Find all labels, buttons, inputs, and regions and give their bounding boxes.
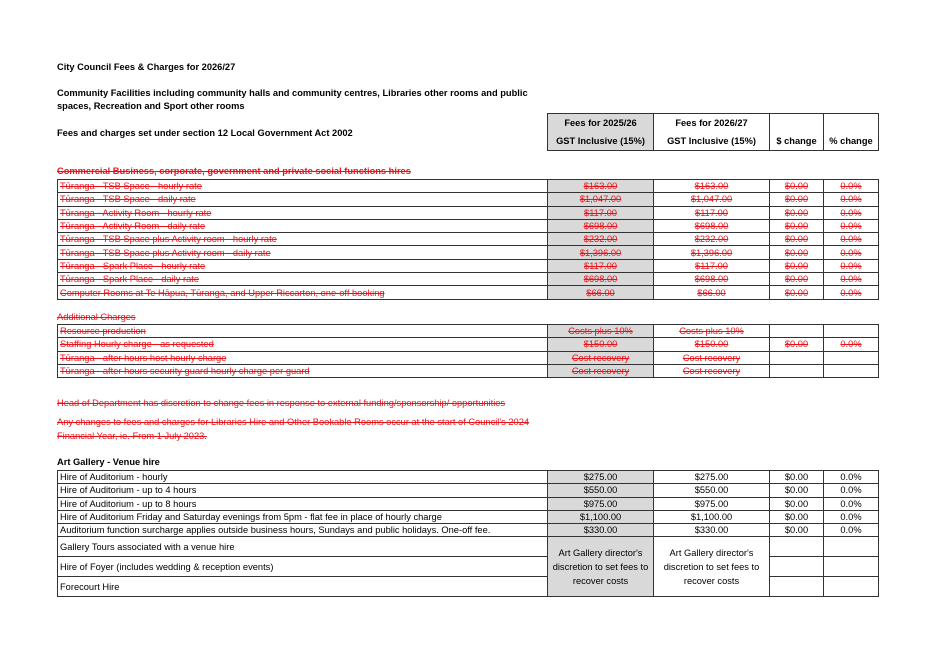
dollar-change-cell: $0.00 [770, 338, 824, 351]
table-row [58, 273, 879, 286]
pct-change-cell: 0.0% [824, 233, 879, 246]
dollar-change-cell: $0.00 [770, 524, 824, 537]
table-row [58, 510, 879, 523]
table-row [58, 325, 879, 338]
dollar-change-cell: $0.00 [770, 471, 824, 484]
pct-change-cell [824, 364, 879, 377]
header-fees-curr: Fees for 2026/27 [654, 114, 770, 133]
description-cell: Tūranga - after hours host hourly charge [58, 351, 548, 364]
note-changes-line-2: Financial Year, ie. From 1 July 2023. [57, 431, 207, 441]
dollar-change-cell [770, 537, 824, 557]
header-gst-curr: GST Inclusive (15%) [654, 132, 770, 151]
dollar-change-cell: $0.00 [770, 273, 824, 286]
fee-2026-27-cell: $1,396.00 [654, 246, 770, 259]
table-row [58, 351, 879, 364]
description-cell: Hire of Auditorium Friday and Saturday evenings from 5pm - flat fee in place of hourly charge [58, 510, 548, 523]
fee-2026-27-cell: $66.00 [654, 286, 770, 299]
fee-2026-27-cell: Costs plus 10% [654, 325, 770, 338]
fees-header [547, 113, 879, 151]
fee-2026-27-cell: $117.00 [654, 259, 770, 272]
fee-2025-26-cell: $117.00 [548, 206, 654, 219]
description-cell: Hire of Auditorium - up to 8 hours [58, 497, 548, 510]
pct-change-cell: 0.0% [824, 259, 879, 272]
pct-change-cell: 0.0% [824, 206, 879, 219]
pct-change-cell: 0.0% [824, 497, 879, 510]
fee-2025-26-cell: $698.00 [548, 273, 654, 286]
fee-2025-26-cell: $1,047.00 [548, 193, 654, 206]
pct-change-cell: 0.0% [824, 338, 879, 351]
fee-2026-27-cell: Cost recovery [654, 351, 770, 364]
header-fees-prev: Fees for 2025/26 [548, 114, 654, 133]
pct-change-cell: 0.0% [824, 524, 879, 537]
pct-change-cell: 0.0% [824, 286, 879, 299]
fee-2026-27-discretion-cell: Art Gallery director's discretion to set fees to recover costs [654, 537, 770, 597]
fee-2025-26-cell: $550.00 [548, 484, 654, 497]
dollar-change-cell: $0.00 [770, 497, 824, 510]
fee-2026-27-cell: $275.00 [654, 471, 770, 484]
fee-2025-26-cell: $275.00 [548, 471, 654, 484]
table-row [58, 233, 879, 246]
commercial-section-title: Commercial Business, corporate, government and private social functions hires [57, 166, 411, 176]
table-row [58, 471, 879, 484]
fee-2026-27-cell: $1,047.00 [654, 193, 770, 206]
fee-2026-27-cell: $1,100.00 [654, 510, 770, 523]
pct-change-cell: 0.0% [824, 219, 879, 232]
dollar-change-cell [770, 325, 824, 338]
description-cell: Hire of Auditorium - up to 4 hours [58, 484, 548, 497]
dollar-change-cell: $0.00 [770, 206, 824, 219]
description-cell: Tūranga - Activity Room - hourly rate [58, 206, 548, 219]
dollar-change-cell [770, 577, 824, 597]
description-cell: Tūranga - TSB Space plus Activity room - hourly rate [58, 233, 548, 246]
fee-2025-26-cell: $150.00 [548, 338, 654, 351]
table-row [58, 524, 879, 537]
table-row [58, 537, 879, 557]
art-gallery-title: Art Gallery - Venue hire [57, 457, 160, 467]
pct-change-cell: 0.0% [824, 246, 879, 259]
dollar-change-cell [770, 364, 824, 377]
pct-change-cell: 0.0% [824, 510, 879, 523]
dollar-change-cell: $0.00 [770, 233, 824, 246]
description-cell: Hire of Foyer (includes wedding & reception events) [58, 557, 548, 577]
note-changes-line-1: Any changes to fees and charges for Libraries Hire and Other Bookable Rooms occur at the start of Council's 2024 [57, 417, 530, 427]
art-gallery-fees-table [57, 470, 879, 597]
header-pct-change: % change [824, 132, 879, 151]
fee-2026-27-cell: $232.00 [654, 233, 770, 246]
fee-2026-27-cell: $330.00 [654, 524, 770, 537]
fee-2026-27-cell: $117.00 [654, 206, 770, 219]
description-cell: Tūranga - TSB Space plus Activity room - daily rate [58, 246, 548, 259]
dollar-change-cell: $0.00 [770, 484, 824, 497]
fee-2026-27-cell: $550.00 [654, 484, 770, 497]
fee-2025-26-discretion-cell: Art Gallery director's discretion to set fees to recover costs [548, 537, 654, 597]
fee-2025-26-cell: $117.00 [548, 259, 654, 272]
fee-2025-26-cell: $66.00 [548, 286, 654, 299]
description-cell: Auditorium function surcharge applies outside business hours, Sundays and public holidays. One-off fee. [58, 524, 548, 537]
dollar-change-cell: $0.00 [770, 286, 824, 299]
dollar-change-cell: $0.00 [770, 510, 824, 523]
description-cell: Resource production [58, 325, 548, 338]
table-row [58, 193, 879, 206]
table-row [58, 338, 879, 351]
description-cell: Tūranga - Activity Room - daily rate [58, 219, 548, 232]
pct-change-cell: 0.0% [824, 180, 879, 193]
subtitle-line-2: spaces, Recreation and Sport other rooms [57, 101, 245, 111]
document-title: City Council Fees & Charges for 2026/27 [57, 62, 236, 72]
description-cell: Hire of Auditorium - hourly [58, 471, 548, 484]
dollar-change-cell: $0.00 [770, 193, 824, 206]
pct-change-cell [824, 325, 879, 338]
table-row [58, 246, 879, 259]
description-cell: Forecourt Hire [58, 577, 548, 597]
pct-change-cell: 0.0% [824, 471, 879, 484]
dollar-change-cell: $0.00 [770, 219, 824, 232]
fee-2025-26-cell: Cost recovery [548, 364, 654, 377]
table-row [58, 286, 879, 299]
description-cell: Staffing Hourly charge - as requested [58, 338, 548, 351]
additional-charges-table [57, 324, 879, 378]
fee-2026-27-cell: $698.00 [654, 219, 770, 232]
fee-2025-26-cell: $975.00 [548, 497, 654, 510]
pct-change-cell: 0.0% [824, 273, 879, 286]
pct-change-cell: 0.0% [824, 193, 879, 206]
description-cell: Tūranga - Spark Place - daily rate [58, 273, 548, 286]
dollar-change-cell: $0.00 [770, 259, 824, 272]
fee-2026-27-cell: $698.00 [654, 273, 770, 286]
note-head-of-department: Head of Department has discretion to change fees in response to external funding/sponsorship/ opportunities [57, 398, 506, 408]
fee-2025-26-cell: $1,100.00 [548, 510, 654, 523]
description-cell: Tūranga - Spark Place - hourly rate [58, 259, 548, 272]
table-row [58, 484, 879, 497]
act-note: Fees and charges set under section 12 Local Government Act 2002 [57, 128, 353, 138]
fee-2026-27-cell: Cost recovery [654, 364, 770, 377]
fee-2026-27-cell: $150.00 [654, 338, 770, 351]
pct-change-cell [824, 557, 879, 577]
fee-2025-26-cell: $232.00 [548, 233, 654, 246]
fee-2025-26-cell: $1,396.00 [548, 246, 654, 259]
description-cell: Tūranga - TSB Space - daily rate [58, 193, 548, 206]
dollar-change-cell: $0.00 [770, 246, 824, 259]
description-cell: Computer Rooms at Te Hāpua, Tūranga, and Upper Riccarton, one-off booking [58, 286, 548, 299]
description-cell: Tūranga - TSB Space - hourly rate [58, 180, 548, 193]
fee-2025-26-cell: $698.00 [548, 219, 654, 232]
commercial-fees-table [57, 179, 879, 300]
pct-change-cell: 0.0% [824, 484, 879, 497]
subtitle-line-1: Community Facilities including community halls and community centres, Libraries other rooms and public [57, 88, 528, 98]
header-dollar-change: $ change [770, 132, 824, 151]
table-row [58, 497, 879, 510]
fee-2026-27-cell: $163.00 [654, 180, 770, 193]
table-row [58, 364, 879, 377]
table-row [58, 206, 879, 219]
description-cell: Tūranga - after hours security guard hourly charge per guard [58, 364, 548, 377]
fee-2026-27-cell: $975.00 [654, 497, 770, 510]
description-cell: Gallery Tours associated with a venue hire [58, 537, 548, 557]
pct-change-cell [824, 537, 879, 557]
table-row [58, 219, 879, 232]
dollar-change-cell: $0.00 [770, 180, 824, 193]
dollar-change-cell [770, 557, 824, 577]
dollar-change-cell [770, 351, 824, 364]
fee-2025-26-cell: Cost recovery [548, 351, 654, 364]
additional-charges-title: Additional Charges [57, 312, 136, 322]
pct-change-cell [824, 577, 879, 597]
fee-2025-26-cell: Costs plus 10% [548, 325, 654, 338]
header-gst-prev: GST Inclusive (15%) [548, 132, 654, 151]
table-row [58, 259, 879, 272]
fee-2025-26-cell: $330.00 [548, 524, 654, 537]
pct-change-cell [824, 351, 879, 364]
table-row [58, 180, 879, 193]
fee-2025-26-cell: $163.00 [548, 180, 654, 193]
